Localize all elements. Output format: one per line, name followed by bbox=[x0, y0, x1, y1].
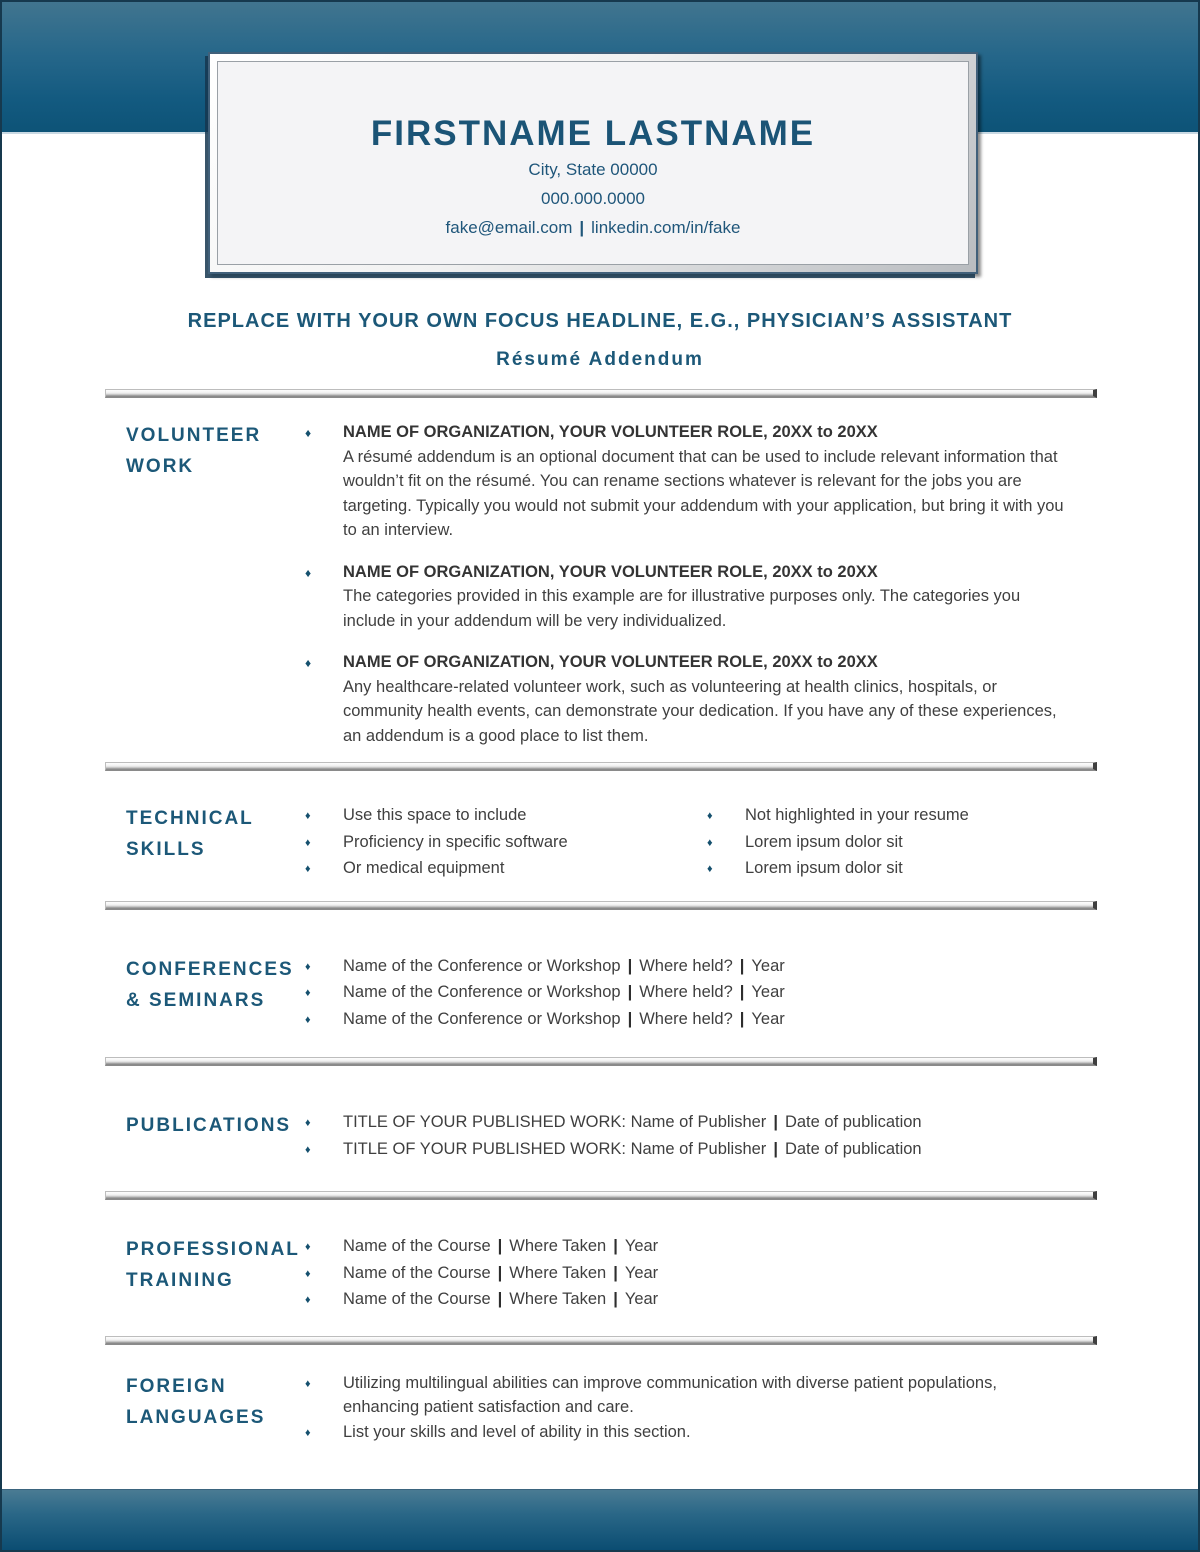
conference-row bbox=[305, 1007, 1071, 1034]
contact-linkedin: linkedin.com/in/fake bbox=[591, 218, 741, 237]
entry-body: A résumé addendum is an optional document that can be used to include relevant information that wouldn’t fit on the résumé. You can rename sections whatever is relevant for the jobs you are targeting. Typically you would not submit your addendum with your application, but bring it with you to an interview. bbox=[343, 447, 1064, 539]
diamond-bullet-icon: ♦ bbox=[305, 1241, 311, 1253]
diamond-bullet-icon: ♦ bbox=[305, 1143, 311, 1156]
skill-item bbox=[707, 803, 1071, 830]
conference-name: Name of the Conference or Workshop bbox=[343, 956, 621, 975]
diamond-bullet-icon: ♦ bbox=[305, 656, 312, 670]
conference-year: Year bbox=[751, 983, 785, 1001]
section-professional-training bbox=[105, 1234, 1097, 1314]
contact-email: fake@email.com bbox=[445, 218, 573, 237]
section-divider bbox=[105, 901, 1097, 910]
diamond-bullet-icon: ♦ bbox=[305, 810, 311, 822]
person-name: FIRSTNAME LASTNAME bbox=[370, 114, 816, 153]
section-divider bbox=[105, 1336, 1097, 1345]
pipe-separator: | bbox=[627, 956, 633, 975]
diamond-bullet-icon: ♦ bbox=[305, 1377, 311, 1390]
skill-text: Proficiency in specific software bbox=[343, 832, 568, 851]
contact-phone: 000.000.0000 bbox=[541, 189, 645, 208]
entry-body: The categories provided in this example are for illustrative purposes only. The categories you include in your addendum will be very individualized. bbox=[343, 587, 1021, 630]
language-text: List your skills and level of ability in this section. bbox=[343, 1422, 691, 1441]
name-card bbox=[217, 61, 969, 265]
conference-year: Year bbox=[751, 1009, 785, 1028]
training-row bbox=[305, 1261, 1071, 1288]
section-content bbox=[305, 1110, 1097, 1163]
course-location: Where Taken bbox=[509, 1263, 607, 1282]
language-text: Utilizing multilingual abilities can improve communication with diverse patient populations, enhancing patient satisfaction and care. bbox=[343, 1373, 997, 1416]
course-location: Where Taken bbox=[509, 1237, 607, 1255]
language-item bbox=[305, 1420, 1071, 1447]
course-year: Year bbox=[624, 1290, 659, 1308]
pipe-separator: | bbox=[627, 1009, 633, 1028]
section-divider bbox=[105, 1191, 1097, 1200]
section-content bbox=[305, 803, 1097, 883]
diamond-bullet-icon: ♦ bbox=[305, 863, 311, 875]
section-volunteer-work bbox=[105, 420, 1097, 748]
section-content bbox=[305, 1234, 1097, 1314]
course-name: Name of the Course bbox=[343, 1263, 491, 1282]
section-title: TECHNICAL SKILLS bbox=[126, 808, 254, 860]
section-content bbox=[305, 954, 1097, 1034]
diamond-bullet-icon: ♦ bbox=[305, 1013, 311, 1026]
course-year: Year bbox=[624, 1237, 659, 1255]
section-technical-skills bbox=[105, 803, 1097, 883]
publication-date: Date of publication bbox=[784, 1139, 922, 1158]
pipe-separator: | bbox=[613, 1263, 618, 1282]
diamond-bullet-icon: ♦ bbox=[305, 987, 311, 999]
course-name: Name of the Course bbox=[343, 1290, 491, 1308]
entry-body: Any healthcare-related volunteer work, such as volunteering at health clinics, hospitals, or community health events, can demonstrate your dedication. If you have any of these experiences, an addendum is a good place to list them. bbox=[343, 677, 1057, 745]
section-title: CONFERENCES & SEMINARS bbox=[126, 958, 294, 1011]
skill-item bbox=[707, 856, 1071, 883]
skill-text: Lorem ipsum dolor sit bbox=[745, 859, 903, 877]
skill-item bbox=[305, 803, 707, 830]
skill-text: Lorem ipsum dolor sit bbox=[745, 832, 903, 851]
bottom-banner bbox=[2, 1489, 1198, 1550]
section-title: FOREIGN LANGUAGES bbox=[126, 1375, 266, 1428]
entry-title: NAME OF ORGANIZATION, YOUR VOLUNTEER ROLE, 20XX to 20XX bbox=[343, 653, 878, 671]
pipe-separator: | bbox=[773, 1113, 778, 1131]
publication-title: TITLE OF YOUR PUBLISHED WORK: Name of Publisher bbox=[343, 1113, 767, 1131]
volunteer-entry bbox=[305, 420, 1071, 543]
conference-name: Name of the Conference or Workshop bbox=[343, 1009, 621, 1028]
volunteer-entry bbox=[305, 560, 1071, 634]
skills-column-right bbox=[707, 803, 1071, 883]
conference-location: Where held? bbox=[639, 1009, 733, 1028]
section-divider bbox=[105, 1057, 1097, 1066]
section-content bbox=[305, 420, 1097, 748]
conference-location: Where held? bbox=[639, 956, 733, 975]
skill-text: Not highlighted in your resume bbox=[745, 806, 969, 824]
pipe-separator: | bbox=[739, 1009, 745, 1028]
diamond-bullet-icon: ♦ bbox=[707, 863, 713, 875]
section-foreign-languages bbox=[105, 1371, 1097, 1447]
publication-row bbox=[305, 1137, 1071, 1164]
section-title: VOLUNTEER WORK bbox=[126, 425, 262, 477]
section-divider bbox=[105, 389, 1097, 398]
pipe-separator: | bbox=[613, 1237, 618, 1255]
diamond-bullet-icon: ♦ bbox=[305, 960, 311, 973]
publication-row bbox=[305, 1110, 1071, 1137]
diamond-bullet-icon: ♦ bbox=[305, 836, 311, 849]
diamond-bullet-icon: ♦ bbox=[305, 1294, 311, 1306]
training-row bbox=[305, 1234, 1071, 1261]
focus-headline: REPLACE WITH YOUR OWN FOCUS HEADLINE, E.G., PHYSICIAN’S ASSISTANT bbox=[187, 310, 1013, 332]
skill-text: Or medical equipment bbox=[343, 859, 505, 877]
entry-title: NAME OF ORGANIZATION, YOUR VOLUNTEER ROLE, 20XX to 20XX bbox=[343, 423, 878, 441]
conference-row bbox=[305, 954, 1071, 981]
conference-row bbox=[305, 980, 1071, 1007]
language-item bbox=[305, 1371, 1071, 1420]
document-subtitle: Résumé Addendum bbox=[496, 349, 704, 370]
section-publications bbox=[105, 1110, 1097, 1163]
skill-item bbox=[305, 830, 707, 857]
section-content bbox=[305, 1371, 1097, 1447]
pipe-separator: | bbox=[497, 1237, 503, 1255]
diamond-bullet-icon: ♦ bbox=[305, 565, 312, 580]
pipe-separator: | bbox=[739, 983, 745, 1001]
section-title: PROFESSIONAL TRAINING bbox=[126, 1239, 300, 1291]
pipe-separator: | bbox=[739, 956, 745, 975]
publication-title: TITLE OF YOUR PUBLISHED WORK: Name of Publisher bbox=[343, 1139, 767, 1158]
training-row bbox=[305, 1287, 1071, 1314]
course-year: Year bbox=[624, 1263, 659, 1282]
pipe-separator: | bbox=[773, 1139, 778, 1158]
entry-title: NAME OF ORGANIZATION, YOUR VOLUNTEER ROLE, 20XX to 20XX bbox=[343, 562, 878, 581]
diamond-bullet-icon: ♦ bbox=[305, 1426, 311, 1439]
skill-item bbox=[707, 830, 1071, 857]
conference-year: Year bbox=[751, 956, 785, 975]
diamond-bullet-icon: ♦ bbox=[305, 426, 312, 440]
diamond-bullet-icon: ♦ bbox=[707, 836, 713, 849]
skills-columns bbox=[305, 803, 1071, 883]
conference-name: Name of the Conference or Workshop bbox=[343, 983, 621, 1001]
course-location: Where Taken bbox=[509, 1290, 607, 1308]
skills-column-left bbox=[305, 803, 707, 883]
course-name: Name of the Course bbox=[343, 1237, 491, 1255]
section-divider bbox=[105, 762, 1097, 771]
diamond-bullet-icon: ♦ bbox=[305, 1267, 311, 1280]
pipe-separator: | bbox=[627, 983, 633, 1001]
pipe-separator: | bbox=[497, 1263, 503, 1282]
pipe-separator: | bbox=[497, 1290, 503, 1308]
name-card-frame bbox=[208, 52, 978, 274]
diamond-bullet-icon: ♦ bbox=[305, 1117, 311, 1129]
diamond-bullet-icon: ♦ bbox=[707, 810, 713, 822]
pipe-separator: | bbox=[579, 218, 585, 237]
contact-location: City, State 00000 bbox=[528, 160, 658, 179]
section-title: PUBLICATIONS bbox=[126, 1115, 292, 1136]
section-conferences-seminars bbox=[105, 954, 1097, 1034]
conference-location: Where held? bbox=[639, 983, 733, 1001]
skill-item bbox=[305, 856, 707, 883]
contact-links bbox=[218, 214, 968, 241]
publication-date: Date of publication bbox=[784, 1113, 922, 1131]
volunteer-entry bbox=[305, 650, 1071, 748]
pipe-separator: | bbox=[613, 1290, 618, 1308]
skill-text: Use this space to include bbox=[343, 806, 527, 824]
